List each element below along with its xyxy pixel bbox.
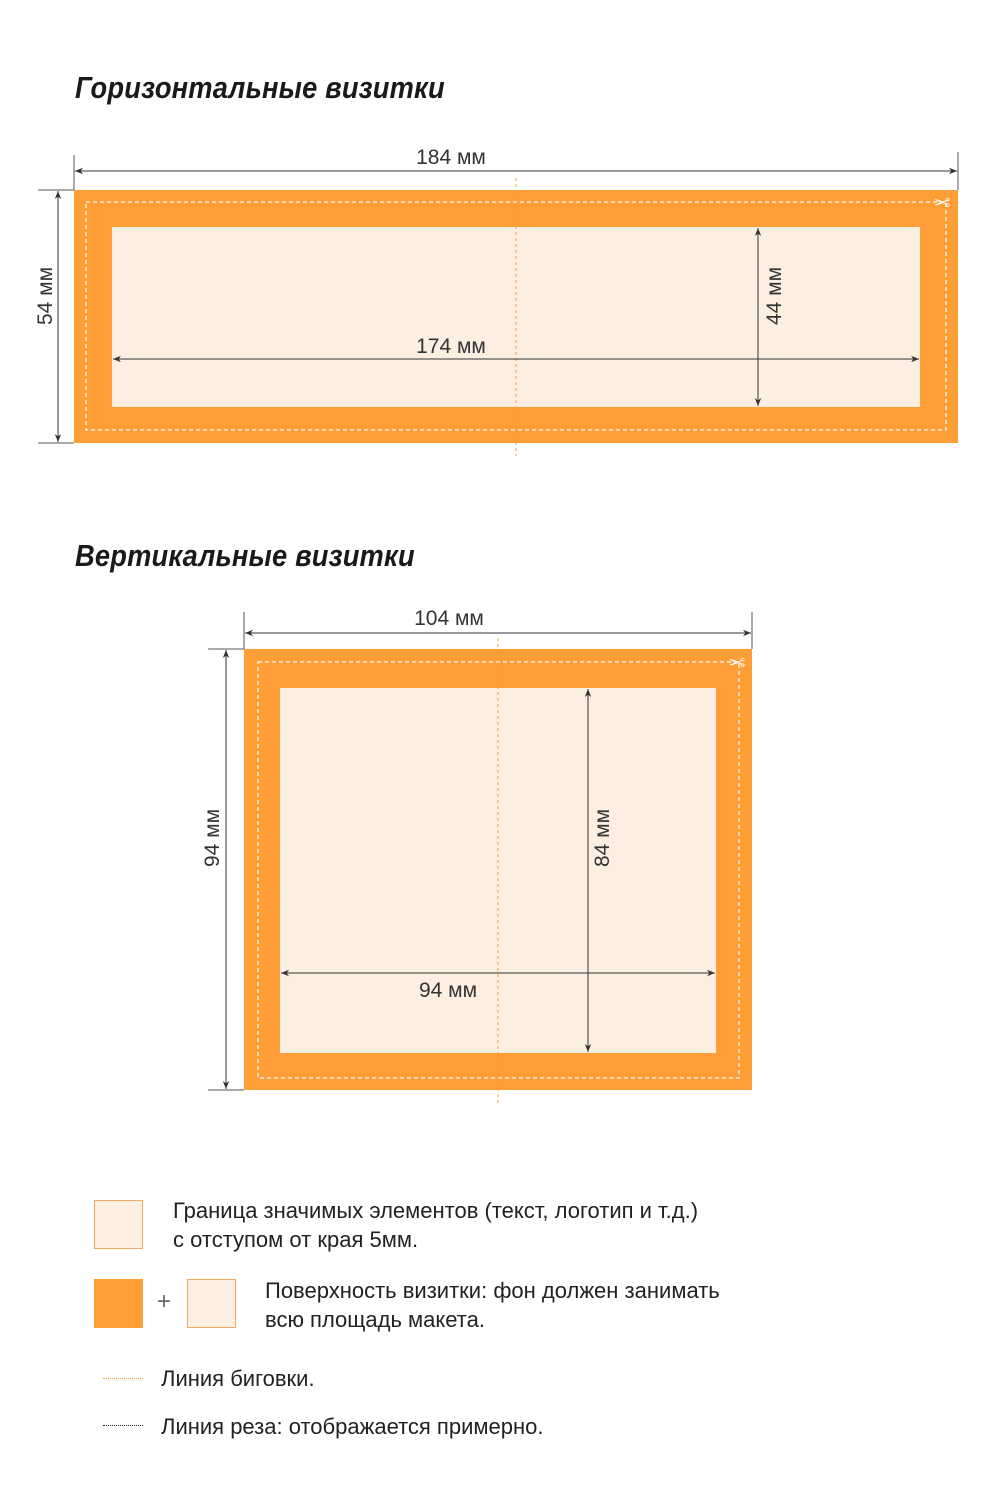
scissors-icon: ✂: [728, 650, 746, 672]
cut-line-sample: [103, 1425, 143, 1426]
legend-text-line: с отступом от края 5мм.: [173, 1227, 419, 1252]
surface-swatch: [94, 1279, 143, 1328]
legend-text-line: Граница значимых элементов (текст, логотип и т.д.): [173, 1198, 699, 1223]
inner-height-label: 84 мм: [591, 808, 614, 868]
safe-zone-swatch: [187, 1279, 236, 1328]
legend-surface: [265, 1276, 720, 1334]
plus-sign: +: [157, 1288, 172, 1315]
legend-safe-zone: [173, 1196, 698, 1254]
scissors-icon: ✂: [933, 190, 951, 212]
vertical-section-title: Вертикальные визитки: [75, 538, 415, 573]
width-label: 104 мм: [414, 607, 484, 630]
fold-line-sample: [103, 1378, 143, 1379]
inner-height-label: 44 мм: [763, 266, 786, 326]
height-label: 94 мм: [201, 808, 224, 868]
height-label: 54 мм: [34, 266, 57, 326]
legend-fold-line: Линия биговки.: [161, 1366, 315, 1391]
horizontal-card: [34, 146, 958, 456]
legend-text-line: всю площадь макета.: [265, 1307, 485, 1332]
safe-zone-swatch: [94, 1200, 143, 1249]
inner-width-label: 174 мм: [416, 335, 486, 358]
legend-text-line: Поверхность визитки: фон должен занимать: [265, 1278, 720, 1303]
horizontal-section-title: Горизонтальные визитки: [75, 70, 445, 105]
vertical-card: [201, 607, 752, 1103]
inner-width-label: 94 мм: [418, 979, 478, 1002]
legend-cut-line: Линия реза: отображается примерно.: [161, 1414, 544, 1439]
width-label: 184 мм: [416, 146, 486, 169]
